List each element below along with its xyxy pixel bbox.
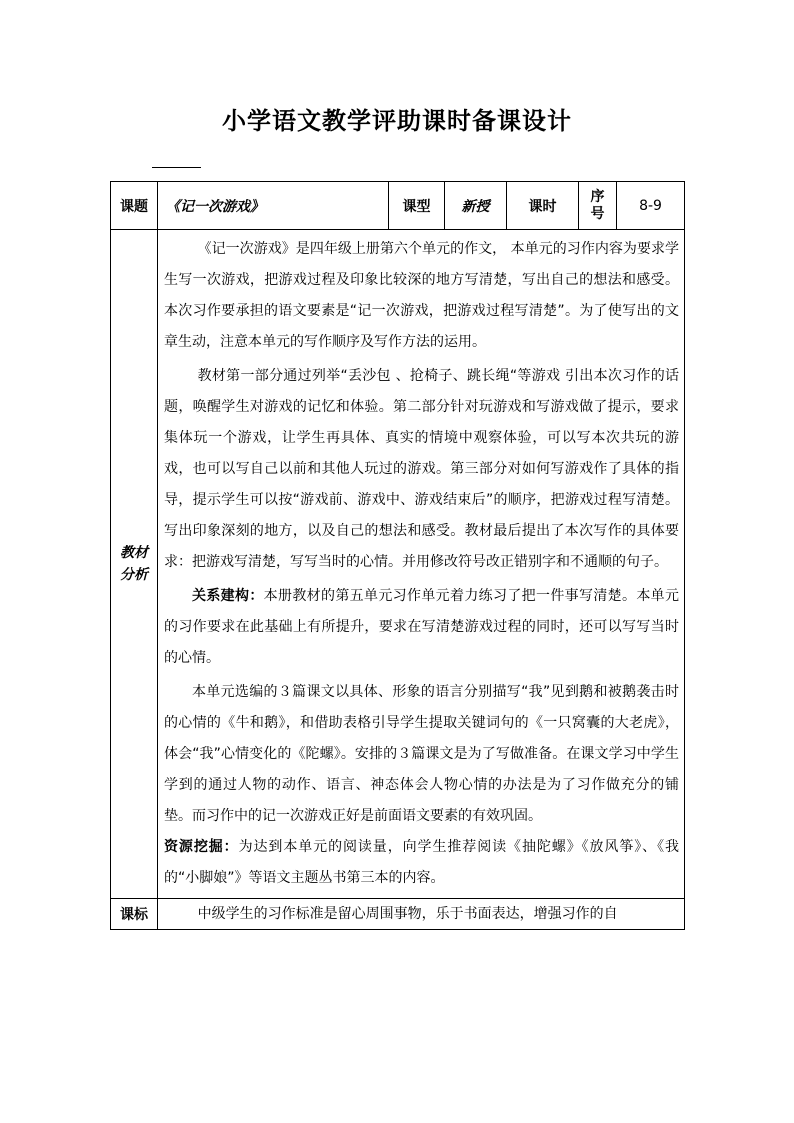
topic-value: 《记一次游戏》	[158, 182, 389, 230]
analysis-label	[111, 230, 158, 899]
sequence-label-line-2: 号	[590, 205, 605, 222]
page-title: 小学语文教学评助课时备课设计	[222, 107, 572, 135]
sequence-label-line-1: 序	[590, 188, 605, 205]
standard-content	[158, 899, 685, 930]
analysis-paragraph-4: 本单元选编的３篇课文以具体、形象的语言分别描写“我”见到鹅和被鹅袭击时的心情的《牛和鹅》，和借助表格引导学生提取关键词句的《一只窝囊的大老虎》，体会“我”心情变化的《陀螺》。安排的３篇课文是为了写做准备。在课文学习中学生学到的通过人物的动作、语言、神态体会人物心情的办法是为了习作做充分的铺垫。而习作中的记一次游戏正好是前面语文要素的有效巩固。	[164, 684, 679, 824]
resource-lead: 资源挖掘：	[164, 839, 239, 855]
relation-lead: 关系建构：	[192, 588, 264, 604]
analysis-row	[111, 230, 685, 899]
standard-label: 课标	[111, 899, 158, 930]
analysis-content	[158, 230, 685, 899]
analysis-label-line-1: 教材	[120, 545, 148, 561]
relation-text: 本册教材的第五单元习作单元着力练习了把一件事写清楚。本单元的习作要求在此基础上有所提升，要求在写清楚游戏过程的同时，还可以写写当时的心情。	[164, 588, 680, 666]
period-label: 课时	[507, 182, 579, 230]
analysis-paragraph-5	[164, 832, 679, 894]
header-rule	[152, 167, 201, 168]
standard-text: 中级学生的习作标准是留心周围事物，乐于书面表达，增强习作的自	[197, 906, 618, 922]
topic-label: 课题	[111, 182, 158, 230]
type-label: 课型	[389, 182, 445, 230]
standard-row	[111, 899, 685, 930]
header-row	[111, 182, 685, 230]
analysis-paragraph-3	[164, 581, 679, 674]
sequence-label	[579, 182, 617, 230]
resource-text: 为达到本单元的阅读量，向学生推荐阅读《抽陀螺》《放风筝》、《我的“小脚娘”》等语文主题丛书第三本的内容。	[164, 839, 680, 886]
type-value: 新授	[445, 182, 507, 230]
analysis-paragraph-2: 教材第一部分通过列举“丢沙包 、抢椅子、跳长绳“等游戏 引出本次习作的话题，唤醒学生对游戏的记忆和体验。第二部分针对玩游戏和写游戏做了提示，要求集体玩一个游戏，让学生再具体、真实的情境中观察体验，可以写本次共玩的游戏，也可以写自己以前和其他人玩过的游戏。第三部分对如何写游戏作了具体的指导，提示学生可以按“游戏前、游戏中、游戏结束后”的顺序，把游戏过程写清楚。写出印象深刻的地方，以及自己的想法和感受。教材最后提出了本次写作的具体要求：把游戏写清楚，写写当时的心情。并用修改符号改正错别字和不通顺的句子。	[164, 368, 679, 570]
analysis-paragraph-1: 《记一次游戏》是四年级上册第六个单元的作文， 本单元的习作内容为要求学生写一次游戏，把游戏过程及印象比较深的地方写清楚，写出自己的想法和感受。本次习作要承担的语文要素是“记一次游戏，把游戏过程写清楚”。为了使写出的文章生动，注意本单元的写作顺序及写作方法的运用。	[164, 241, 679, 350]
sequence-value: 8-9	[617, 182, 685, 230]
analysis-label-line-2: 分析	[120, 567, 148, 583]
lesson-plan-table	[110, 181, 685, 930]
